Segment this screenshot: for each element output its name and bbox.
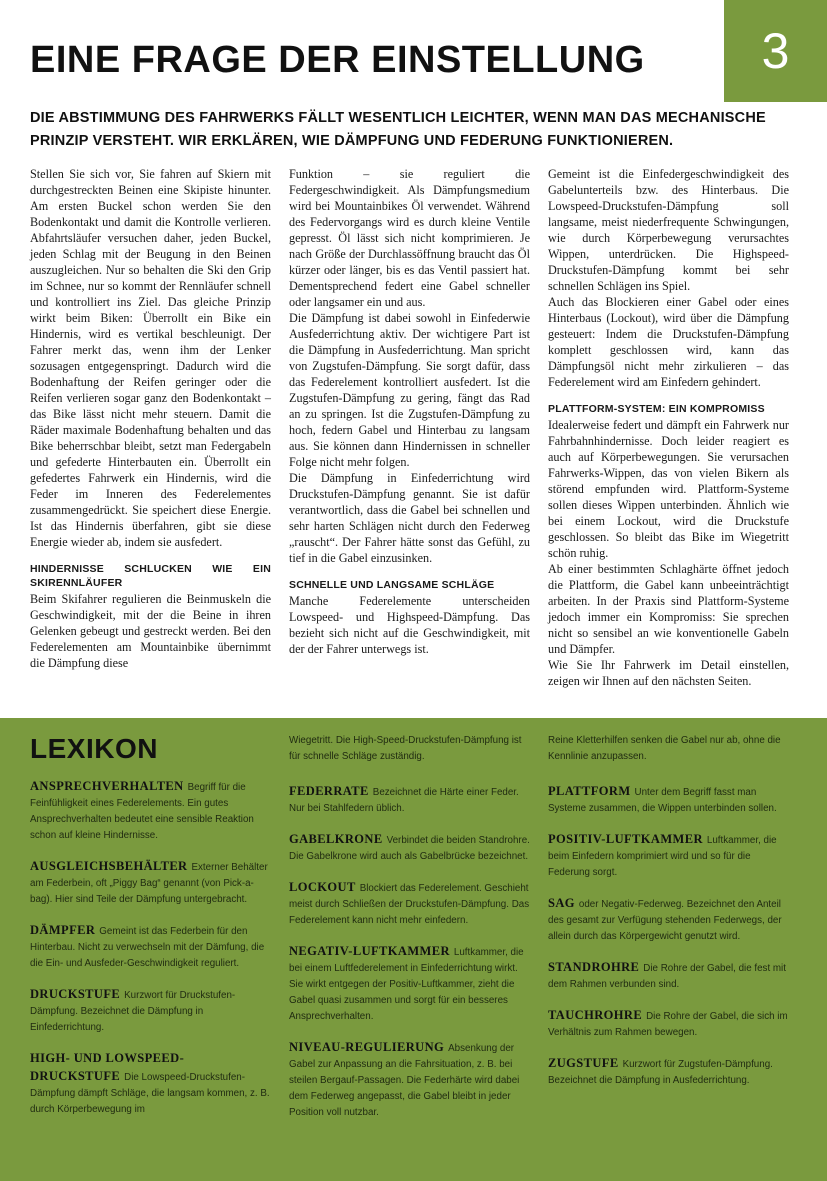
paragraph: Beim Skifahrer regulieren die Beinmuskeln die Geschwindigkeit, mit der die Beine in ihren Gelenken gebeugt und gestreckt werden. Bei den Federelementen am Mountainbike übernimmt die Dämpfung diese: [30, 592, 271, 670]
lexikon-column-3: [548, 733, 790, 1103]
lexikon-entry: [289, 1039, 531, 1121]
lexikon-entry: [548, 783, 790, 817]
lexikon-definition: Begriff für die Feinfühligkeit eines Federelements. Ein gutes Ansprechverhalten bedeutet eine sensible Reaktion schon auf kleine Hindernisse.: [30, 782, 254, 841]
lexikon-term: LOCKOUT: [289, 880, 356, 894]
lexikon-definition: Gemeint ist das Federbein für den Hinterbau. Nicht zu verwechseln mit der Dämfung, die die Ein- und Ausfeder-Geschwindigkeit reguliert.: [30, 926, 265, 969]
lexikon-definition: Kurzwort für Zugstufen-Dämpfung. Bezeichnet die Dämpfung in Ausfederrichtung.: [548, 1059, 773, 1086]
lexikon-definition: Luftkammer, die beim Einfedern komprimiert wird und so für die Federung sorgt.: [548, 835, 777, 878]
lexikon-definition: Unter dem Begriff fasst man Systeme zusammen, die Wippen unterbinden sollen.: [548, 787, 777, 814]
article-column-2: [289, 166, 530, 657]
lexikon-entry: [548, 1055, 790, 1089]
lexikon-term: HIGH- UND LOWSPEED-DRUCKSTUFE: [30, 1051, 185, 1083]
lexikon-definition: Die Rohre der Gabel, die fest mit dem Rahmen verbunden sind.: [548, 963, 786, 990]
lexikon-entry: [30, 778, 272, 844]
lexikon-definition: Blockiert das Federelement. Geschieht meist durch Schließen der Druckstufen-Dämpfung. Das Federelement kann nicht mehr einfedern.: [289, 883, 530, 926]
paragraph: Manche Federelemente unterscheiden Lowspeed- und Highspeed-Dämpfung. Das bezieht sich nicht auf die Geschwindigkeit, mit der der Fahrer unterwegs ist.: [289, 594, 530, 656]
lexikon-definition: Luftkammer, die bei einem Luftfederelement in Einfederrichtung wirkt. Sie wirkt entgegen der Positiv-Luftkammer, zieht die Gabel quasi zusammen und sorgt für ein besseres Ansprechverhalten.: [289, 947, 524, 1022]
lexikon-definition: oder Negativ-Federweg. Bezeichnet den Anteil des gesamt zur Verfügung stehenden Federwegs, der allein durch das Körpergewicht genutzt wird.: [548, 899, 782, 942]
lexikon-definition: Externer Behälter am Federbein, oft „Piggy Bag“ genannt (von Pick-a-bag). Hier sind Teile der Dämpfung untergebracht.: [30, 862, 268, 905]
lexikon-term: DÄMPFER: [30, 923, 96, 937]
lexikon-entry: [289, 831, 531, 865]
lexikon-entry: [289, 943, 531, 1025]
lexikon-entry: [548, 1007, 790, 1041]
page-title: EINE FRAGE DER EINSTELLUNG: [30, 39, 645, 81]
lexikon-term: NEGATIV-LUFTKAMMER: [289, 944, 450, 958]
lexikon-entry: [548, 831, 790, 881]
lexikon-definition: Die Lowspeed-Druckstufen-Dämpfung dämpft Schläge, die langsam kommen, z. B. durch Körperbewegung im: [30, 1072, 270, 1115]
lexikon-term: POSITIV-LUFTKAMMER: [548, 832, 703, 846]
lexikon-term: TAUCHROHRE: [548, 1008, 643, 1022]
paragraph: Gemeint ist die Einfedergeschwindigkeit des Gabelunterteils bzw. des Hinterbaus. Die Lowspeed-Druckstufen-Dämpfung soll langsame, meist niederfrequente Schwingungen, wie durch Körperbewegung verursachtes Wippen, unterdrücken. Die Highspeed-Druckstufen-Dämpfung kommt bei sehr schnellen Schlägen ins Spiel.: [548, 167, 789, 293]
paragraph: Funktion – sie reguliert die Federgeschwindigkeit. Als Dämpfungsmedium wird bei Mountainbikes Öl verwendet. Während des Federvorgangs wird es durch kleine Ventile gepresst. Öl lässt sich nicht komprimieren. Je nach Größe der Durchlassöffnung braucht das Öl kürzer oder länger, bis es das Ventil passiert hat. Dementsprechend federt eine Gabel schneller oder langsamer ein und aus.: [289, 167, 530, 309]
lexikon-entry: [30, 1050, 272, 1118]
lexikon-entry: [30, 858, 272, 908]
lexikon-term: ZUGSTUFE: [548, 1056, 619, 1070]
paragraph: Stellen Sie sich vor, Sie fahren auf Skiern mit durchgestreckten Beinen eine Skipiste hinunter. Am ersten Buckel schon werden Sie den Bodenkontakt und damit die Kontrolle verlieren. Abfahrtsläufer versuchen daher, jeden Buckel, jeden Schlag mit der Beugung in den Beinen auszugleichen. Nur so behalten die Ski den Grip im Schnee, nur so kommt der Rennläufer schnell und kontrolliert ins Ziel. Das gleiche Prinzip wirkt beim Biken: Überrollt ein Bike ein Hindernis, wird es vertikal beschleunigt. Der Fahrer merkt das, wenn ihm der Lenker sozusagen entgegenspringt. Dadurch wird die Bodenhaftung der Reifen geringer oder die Reifen verlieren sogar ganz den Bodenkontakt – das Bike lässt nicht mehr steuern. Damit die Räder maximale Bodenhaftung behalten und das Bike beherrschbar bleibt, setzt man Federgabeln und gefederte Hinterbauten ein. Überrollt ein gefedertes Fahrwerk ein Hindernis, wird die Feder im Inneren des Federelementes zusammengedrückt. Sie speichert diese Energie. Ist das Hindernis überfahren, gibt sie diese Energie wieder ab, indem sie ausfedert.: [30, 167, 271, 549]
lexikon-entry: [548, 895, 790, 945]
section-heading: SCHNELLE UND LANGSAME SCHLÄGE: [289, 579, 495, 591]
lexikon-entry: [548, 959, 790, 993]
lexikon-term: GABELKRONE: [289, 832, 383, 846]
lexikon-column-2: [289, 733, 531, 1135]
section-heading: HINDERNISSE SCHLUCKEN WIE EIN SKIRENNLÄUFER: [30, 563, 271, 589]
lexikon-continuation: Wiegetritt. Die High-Speed-Druckstufen-Dämpfung ist für schnelle Schläge zuständig.: [289, 735, 522, 762]
lexikon-continuation: Reine Kletterhilfen senken die Gabel nur ab, ohne die Kennlinie anzupassen.: [548, 735, 781, 762]
lexikon-definition: Absenkung der Gabel zur Anpassung an die Fahrsituation, z. B. bei steilen Bergauf-Passagen. Die Federhärte wird dabei dem Federweg angepasst, die Gabel bleibt in jeder Position voll nutzbar.: [289, 1043, 520, 1118]
paragraph: Ab einer bestimmten Schlaghärte öffnet jedoch die Plattform, die Gabel kann unbeeinträchtigt arbeiten. In der Praxis sind Plattform-Systeme jedoch immer ein Kompromiss: Sie sprechen nicht so sensibel an wie konventionelle Gabeln und Dämpfer.: [548, 562, 789, 656]
lexikon-definition: Bezeichnet die Härte einer Feder. Nur bei Stahlfedern üblich.: [289, 787, 519, 814]
lexikon-entry: [30, 922, 272, 972]
lexikon-definition: Verbindet die beiden Standrohre. Die Gabelkrone wird auch als Gabelbrücke bezeichnet.: [289, 835, 530, 862]
lexikon-term: AUSGLEICHSBEHÄLTER: [30, 859, 188, 873]
lexikon-entry: [30, 986, 272, 1036]
page-number: 3: [761, 23, 790, 79]
lexikon-term: ANSPRECHVERHALTEN: [30, 779, 184, 793]
lexikon-term: NIVEAU-REGULIERUNG: [289, 1040, 445, 1054]
article-column-3: [548, 166, 789, 689]
lexikon-entry: [289, 879, 531, 929]
article-subtitle: DIE ABSTIMMUNG DES FAHRWERKS FÄLLT WESENTLICH LEICHTER, WENN MAN DAS MECHANISCHE PRINZIP VERSTEHT. WIR ERKLÄREN, WIE DÄMPFUNG UND FEDERUNG FUNKTIONIEREN.: [30, 110, 766, 149]
section-heading: PLATTFORM-SYSTEM: EIN KOMPROMISS: [548, 403, 765, 415]
paragraph: Die Dämpfung ist dabei sowohl in Einfederwie Ausfederrichtung aktiv. Der wichtigere Part ist die Dämpfung in Ausfederrichtung. Man spricht von Zugstufen-Dämpfung. Sie sorgt dafür, dass das Federelement kontrolliert ausfedert. Ist die Zugstufen-Dämpfung zu gering, fängt das Rad an zu springen. Ist die Zugstufen-Dämpfung zu hoch, federn Gabel und Hinterbau zu langsam aus. Sie können dann Hindernissen in schneller Folge nicht mehr folgen.: [289, 311, 530, 469]
lexikon-definition: Die Rohre der Gabel, die sich im Verhältnis zum Rahmen bewegen.: [548, 1011, 788, 1038]
lexikon-term: STANDROHRE: [548, 960, 640, 974]
paragraph: Auch das Blockieren einer Gabel oder eines Hinterbaus (Lockout), wird über die Dämpfung gesteuert: Indem die Druckstufen-Dämpfung komplett geschlossen wird, kann das Dämpfungsöl nicht mehr zirkulieren – das Federelement wird am Einfedern gehindert.: [548, 295, 789, 389]
lexikon-column-1: [30, 778, 272, 1132]
lexikon-entry: [289, 783, 531, 817]
article-column-1: [30, 166, 271, 671]
lexikon-term: DRUCKSTUFE: [30, 987, 121, 1001]
lexikon-term: PLATTFORM: [548, 784, 631, 798]
lexikon-term: SAG: [548, 896, 575, 910]
paragraph: Idealerweise federt und dämpft ein Fahrwerk nur Fahrbahnhindernisse. Doch leider reagiert es auch auf Körperbewegungen. Sie verursachen Fahrwerks-Wippen, das von vielen Bikern als störend empfunden wird. Plattform-Systeme sollen dieses Wippen unterbinden. Ähnlich wie bei einem Lockout, wird die Druckstufe geschlossen. So bleibt das Bike im Wiegetritt schön ruhig.: [548, 418, 789, 560]
lexikon-title: LEXIKON: [30, 733, 158, 764]
lexikon-term: FEDERRATE: [289, 784, 369, 798]
paragraph: Die Dämpfung in Einfederrichtung wird Druckstufen-Dämpfung genannt. Sie ist dafür verantwortlich, dass die Gabel bei schnellen und sehr harten Schlägen nicht durch den Federweg „rauscht“. Der Fahrer hätte sonst das Gefühl, zu tief in die Gabel einzusinken.: [289, 471, 530, 565]
lexikon-definition: Kurzwort für Druckstufen-Dämpfung. Bezeichnet die Dämpfung in Einfederrichtung.: [30, 990, 236, 1033]
paragraph: Wie Sie Ihr Fahrwerk im Detail einstellen, zeigen wir Ihnen auf den nächsten Seiten.: [548, 658, 789, 688]
page-number-badge: [724, 0, 827, 102]
